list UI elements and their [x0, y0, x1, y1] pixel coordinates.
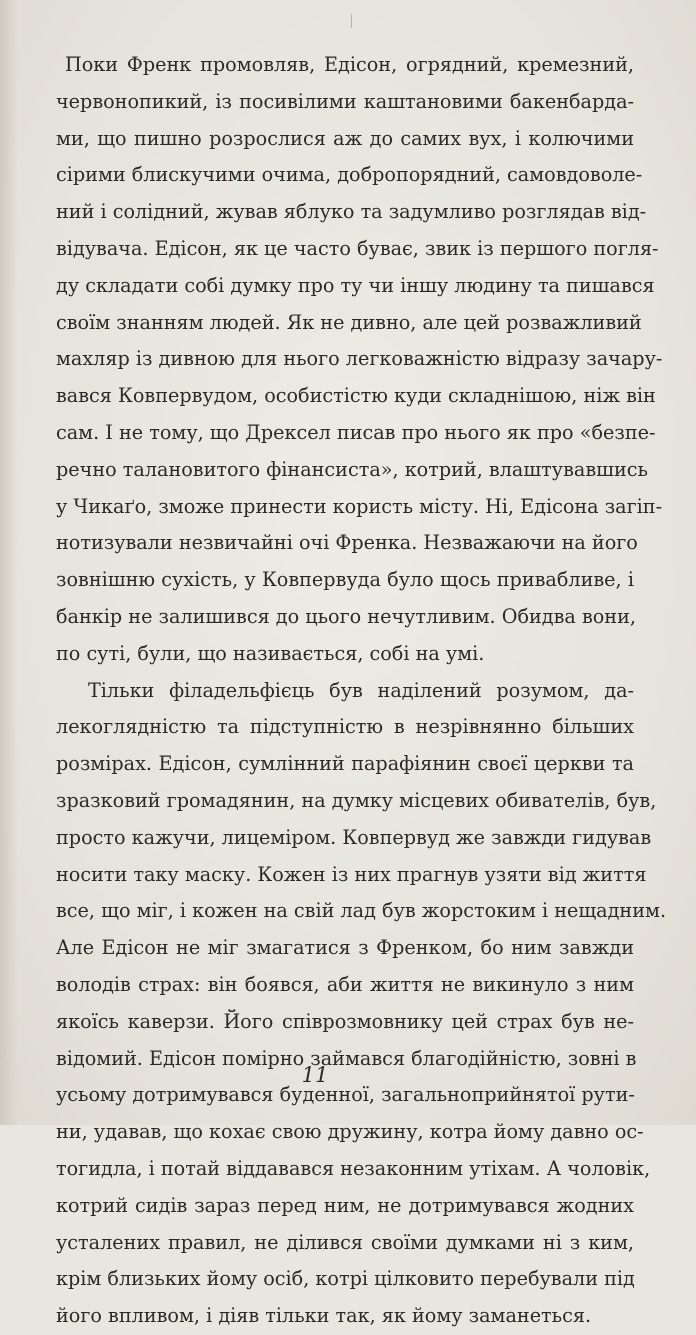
text-line: якоїсь каверзи. Його співрозмовнику цей страх був не-: [56, 1009, 634, 1033]
text-line: усьому дотримувався буденної, загальноприйнятої рути-: [56, 1083, 635, 1107]
text-line: речно талановитого фінансиста», котрий, влаштувавшись: [56, 457, 648, 481]
text-line: лекоглядністю та підступністю в незрівнянно більших: [56, 715, 634, 739]
text-line: своїм знанням людей. Як не дивно, але цей розважливий: [56, 310, 642, 334]
text-line: усталених правил, не ділився своїми думками ні з ким,: [56, 1230, 634, 1254]
text-line: зовнішню сухість, у Ковпервуда було щось привабливе, і: [56, 568, 634, 592]
text-line: ний і солідний, жував яблуко та задумливо розглядав від-: [56, 200, 647, 224]
text-line: просто кажучи, лицеміром. Ковпервуд же завжди гидував: [56, 825, 652, 849]
text-line: Але Едісон не міг змагатися з Френком, бо ним завжди: [56, 936, 634, 960]
gutter-shadow: [0, 0, 18, 1125]
text-line: червонопикий, із посивілими каштановими бакенбарда-: [56, 89, 634, 113]
page-number: 11: [301, 1063, 329, 1087]
text-line: володів страх: він боявся, аби життя не викинуло з ним: [56, 972, 634, 996]
text-line: Тільки філадельфієць був наділений розумом, да-: [88, 678, 634, 702]
text-line: Поки Френк промовляв, Едісон, огрядний, кремезний,: [65, 53, 634, 76]
text-line: по суті, були, що називається, собі на умі.: [56, 641, 485, 665]
text-line: відувача. Едісон, як це часто буває, звик із першого погля-: [56, 236, 659, 260]
text-line: сірими блискучими очима, добропорядний, самовдоволе-: [56, 163, 643, 187]
text-line: сам. І не тому, що Дрексел писав про нього як про «безпе-: [56, 420, 656, 444]
text-line: відомий. Едісон помірно займався благодійністю, зовні в: [56, 1046, 637, 1070]
text-line: нотизували незвичайні очі Френка. Незважаючи на його: [56, 531, 638, 555]
text-line: розмірах. Едісон, сумлінний парафіянин своєї церкви та: [56, 752, 634, 776]
body-text: [56, 47, 667, 1335]
text-line: котрий сидів зараз перед ним, не дотримувався жодних: [56, 1193, 634, 1217]
text-line: ни, удавав, що кохає свою дружину, котра йому давно ос-: [56, 1120, 644, 1144]
text-line: махляр із дивною для нього легковажністю відразу зачару-: [56, 347, 663, 371]
paragraph-2: [56, 673, 667, 1335]
text-line: тогидла, і потай віддавався незаконним утіхам. А чоловік,: [56, 1156, 651, 1180]
text-line: все, що міг, і кожен на свій лад був жорстоким і нещадним.: [56, 899, 667, 923]
text-line: крім близьких йому осіб, котрі цілковито перебували під: [56, 1267, 635, 1291]
text-line: зразковий громадянин, на думку місцевих обивателів, був,: [56, 788, 657, 812]
page-crease-mark: [351, 14, 352, 28]
text-line: його впливом, і діяв тільки так, як йому заманеться.: [56, 1304, 592, 1328]
text-line: вався Ковпервудом, особистістю куди складнішою, ніж він: [56, 384, 656, 408]
text-line: ду складати собі думку про ту чи іншу людину та пишався: [56, 273, 655, 297]
text-line: банкір не залишився до цього нечутливим. Обидва вони,: [56, 604, 636, 628]
text-line: носити таку маску. Кожен із них прагнув узяти від життя: [56, 862, 647, 886]
text-line: ми, що пишно розрослися аж до самих вух, і колючими: [56, 126, 634, 150]
paragraph-1: [56, 47, 663, 673]
text-line: у Чикаґо, зможе принести користь місту. Ні, Едісона загіп-: [56, 494, 663, 518]
